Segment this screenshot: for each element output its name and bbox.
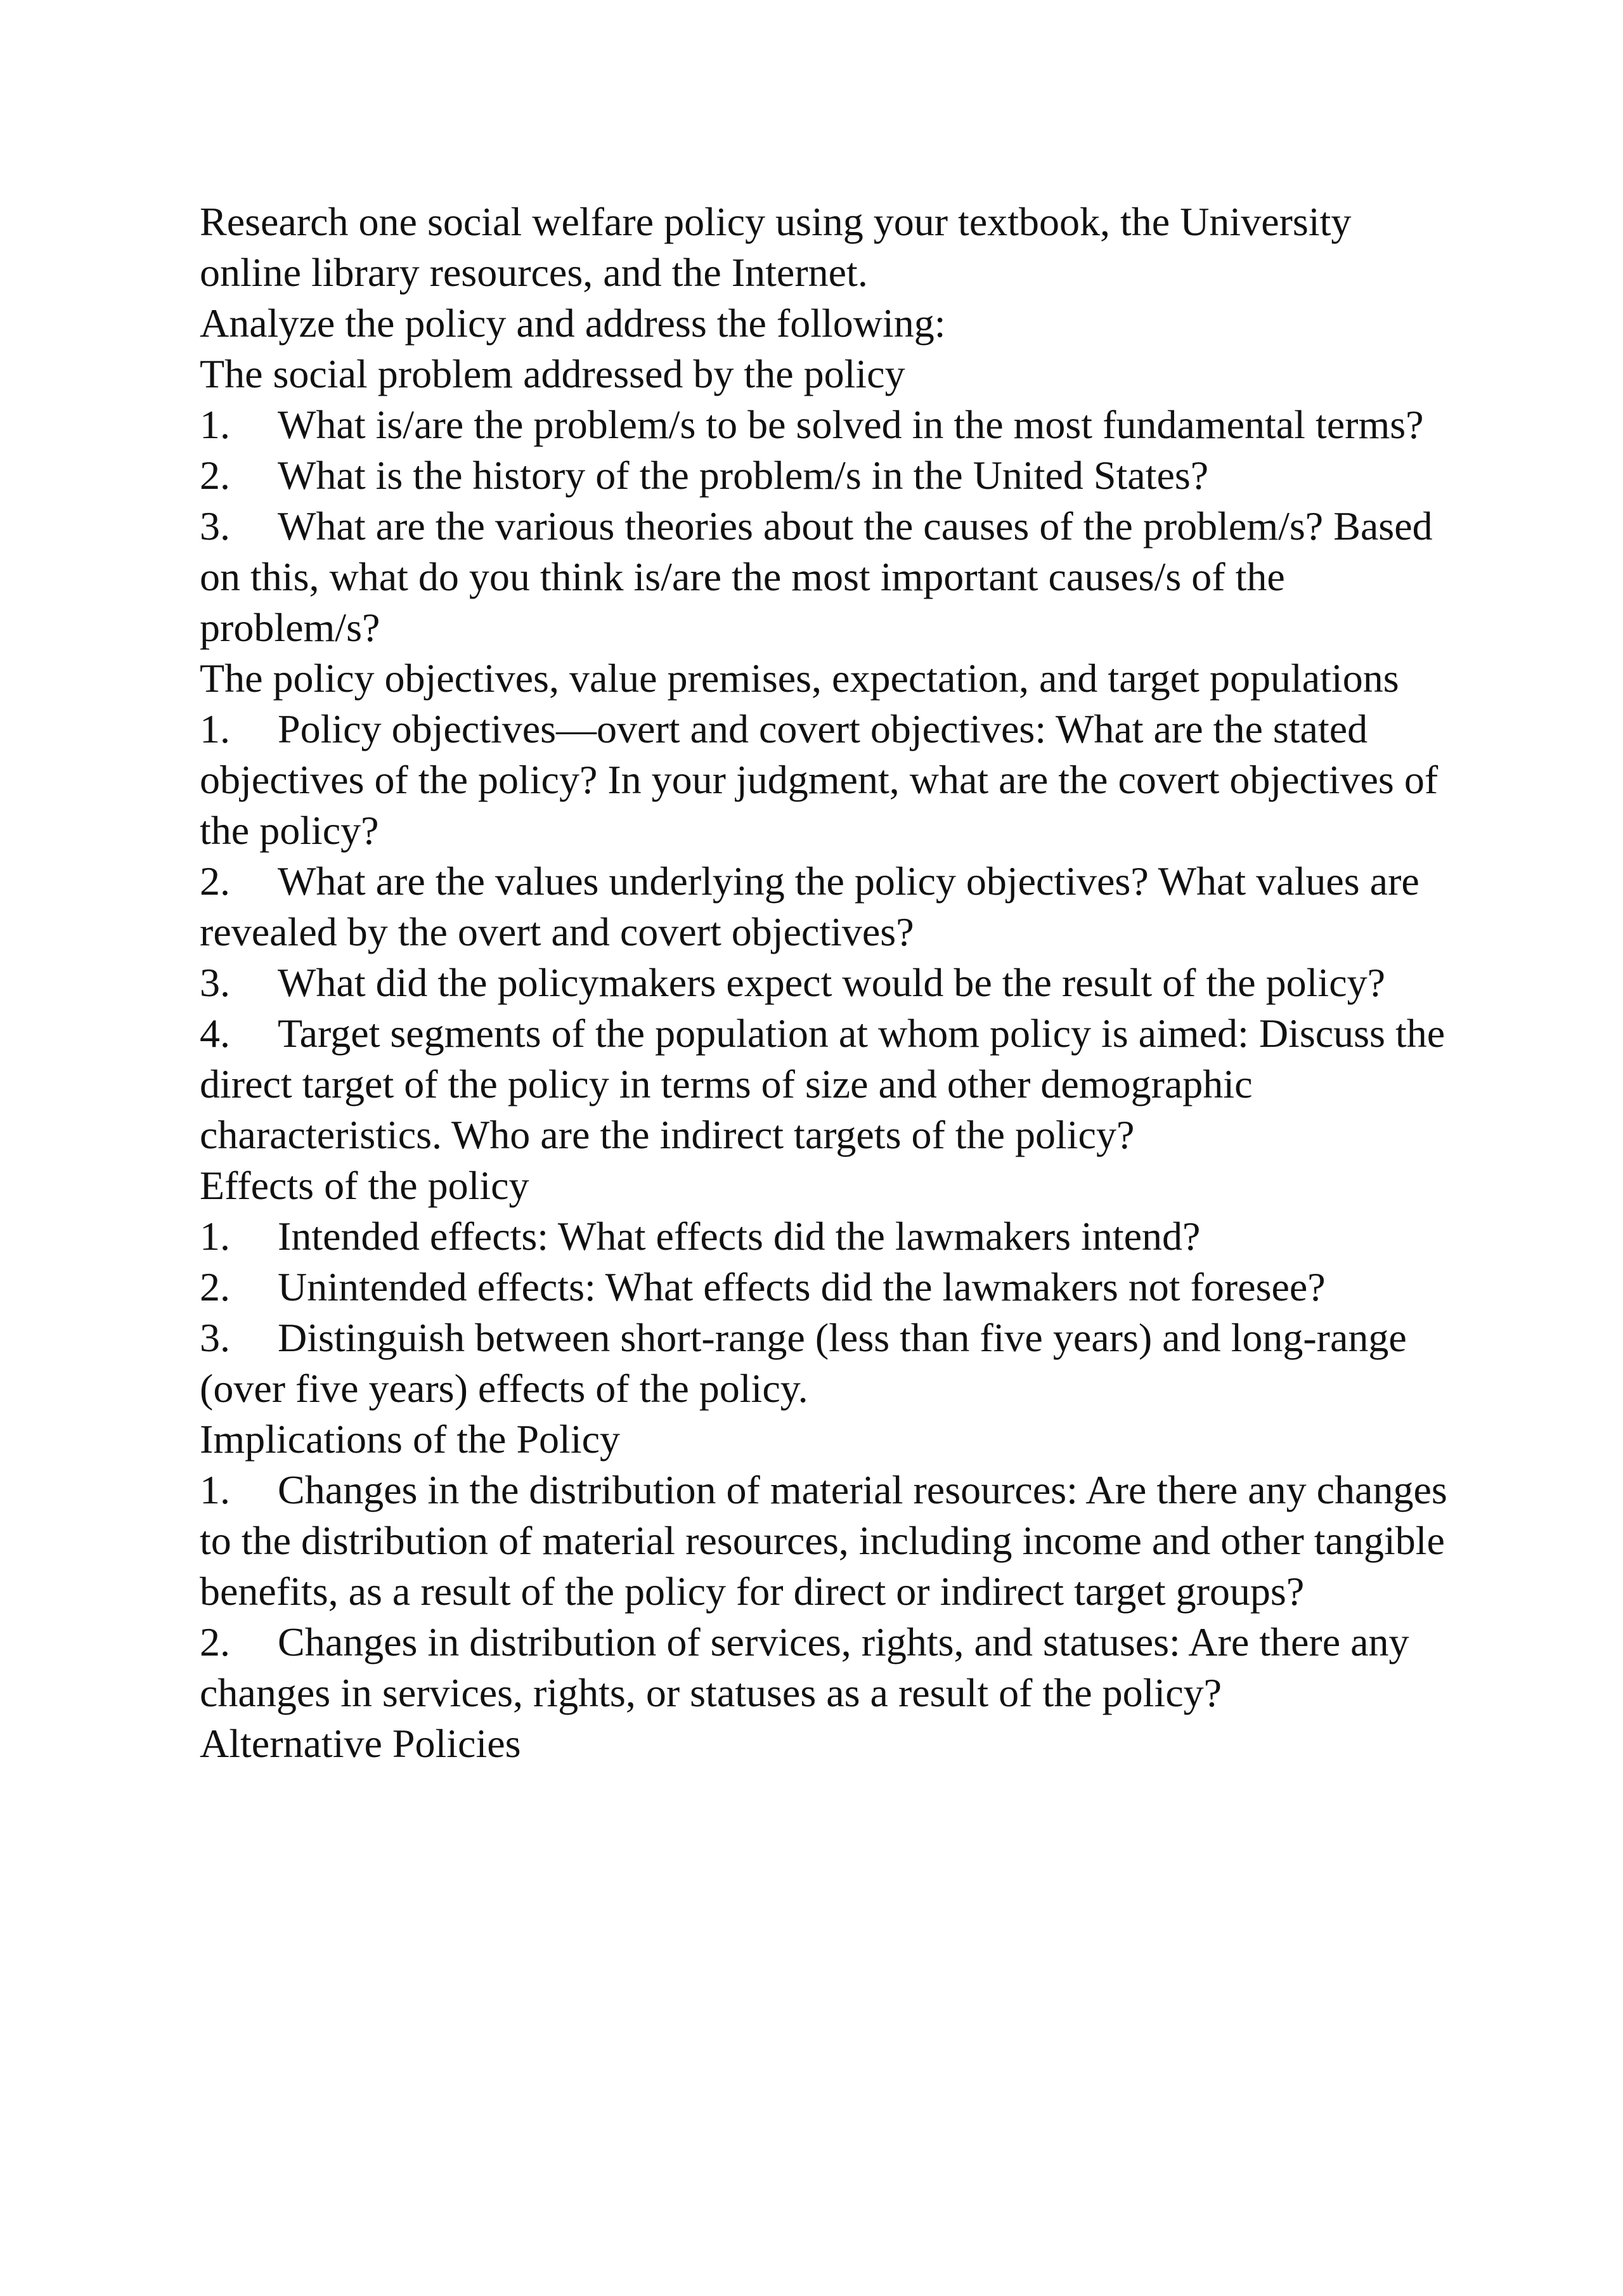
item-text: What are the values underlying the policy objectives? What values are revealed by the overt and covert objectives? (200, 859, 1419, 954)
item-text: Changes in the distribution of material resources: Are there any changes to the distribution of material resources, including income and other tangible benefits, as a result of the policy for direct or indirect target groups? (200, 1467, 1447, 1614)
item-number: 2. (200, 1264, 230, 1309)
list-item (200, 1465, 1461, 1617)
item-number: 1. (200, 1214, 230, 1259)
item-number: 3. (200, 503, 230, 548)
list-item (200, 1262, 1461, 1313)
item-text: Changes in distribution of services, rights, and statuses: Are there any changes in services, rights, or statuses as a result of the policy? (200, 1619, 1409, 1715)
list-item (200, 1313, 1461, 1414)
document-body (200, 197, 1461, 1769)
section-heading-social-problem: The social problem addressed by the policy (200, 351, 905, 396)
item-number: 4. (200, 1011, 230, 1056)
item-text: What is/are the problem/s to be solved in the most fundamental terms? (278, 402, 1424, 447)
item-number: 2. (200, 453, 230, 498)
list-item (200, 450, 1461, 501)
section-heading-effects: Effects of the policy (200, 1163, 529, 1208)
intro-line-2: Analyze the policy and address the following: (200, 301, 946, 346)
item-text: Target segments of the population at whom policy is aimed: Discuss the direct target of the policy in terms of size and other demographic characteristics. Who are the indirect targets of the policy? (200, 1011, 1445, 1157)
section-heading-implications: Implications of the Policy (200, 1417, 620, 1462)
list-item (200, 1008, 1461, 1160)
list-item (200, 957, 1461, 1008)
list-item (200, 856, 1461, 957)
item-number: 1. (200, 706, 230, 751)
list-item (200, 399, 1461, 450)
item-number: 3. (200, 960, 230, 1005)
item-number: 2. (200, 859, 230, 904)
intro-line-1: Research one social welfare policy using your textbook, the University online library resources, and the Internet. (200, 199, 1352, 295)
list-item (200, 1211, 1461, 1262)
item-text: What did the policymakers expect would be the result of the policy? (278, 960, 1385, 1005)
item-text: Policy objectives—overt and covert objectives: What are the stated objectives of the policy? In your judgment, what are the covert objectives of the policy? (200, 706, 1439, 853)
item-text: Distinguish between short-range (less than five years) and long-range (over five years) effects of the policy. (200, 1315, 1407, 1411)
item-number: 3. (200, 1315, 230, 1360)
section-heading-policy-objectives: The policy objectives, value premises, expectation, and target populations (200, 656, 1399, 701)
item-text: Intended effects: What effects did the lawmakers intend? (278, 1214, 1201, 1259)
item-text: What are the various theories about the causes of the problem/s? Based on this, what do you think is/are the most important causes/s of the problem/s? (200, 503, 1433, 650)
item-text: Unintended effects: What effects did the lawmakers not foresee? (278, 1264, 1326, 1309)
section-heading-alternative-policies: Alternative Policies (200, 1721, 521, 1766)
item-number: 2. (200, 1619, 230, 1664)
list-item (200, 704, 1461, 856)
item-number: 1. (200, 402, 230, 447)
item-text: What is the history of the problem/s in the United States? (278, 453, 1209, 498)
item-number: 1. (200, 1467, 230, 1512)
list-item (200, 1617, 1461, 1718)
list-item (200, 501, 1461, 653)
